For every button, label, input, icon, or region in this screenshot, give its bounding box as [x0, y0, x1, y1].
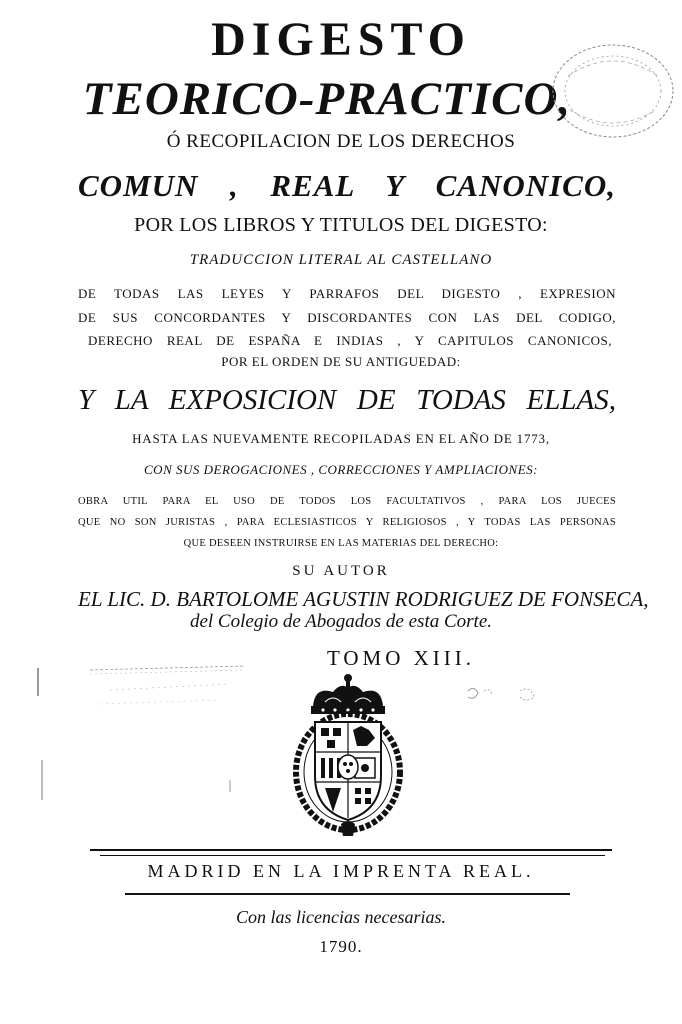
audience-line-3: QUE DESEEN INSTRUIRSE EN LAS MATERIAS DEL DERECHO:	[183, 538, 499, 549]
description-line-4: POR EL ORDEN DE SU ANTIGUEDAD:	[221, 354, 461, 369]
title-digesto: DIGESTO	[211, 13, 471, 66]
licence-rule	[125, 893, 570, 895]
imprint-licences: Con las licencias necesarias.	[236, 907, 446, 927]
audience-line-2: QUE NO SON JURISTAS , PARA ECLESIASTICOS Y RELIGIOSOS , Y TODAS LAS PERSONAS	[78, 517, 616, 528]
author-heading: SU AUTOR	[292, 563, 390, 579]
subtitle-recopilacion: Ó RECOPILACION DE LOS DERECHOS	[166, 131, 516, 152]
author-affiliation: del Colegio de Abogados de esta Corte.	[189, 611, 493, 632]
subtitle-exposicion: Y LA EXPOSICION DE TODAS ELLAS,	[78, 384, 616, 416]
imprint-rule-thin	[100, 855, 605, 856]
stamp-trace-icon	[30, 660, 250, 810]
subtitle-por-los-libros: POR LOS LIBROS Y TITULOS DEL DIGESTO:	[134, 214, 548, 236]
author-name: EL LIC. D. BARTOLOME AGUSTIN RODRIGUEZ DE FONSECA,	[78, 587, 649, 611]
imprint-year: 1790.	[319, 937, 363, 956]
library-stamp-icon	[548, 36, 678, 146]
description-hasta-1773: HASTA LAS NUEVAMENTE RECOPILADAS EN EL AÑO DE 1773,	[132, 431, 550, 446]
subtitle-comun-real-canonico: COMUN , REAL Y CANONICO,	[78, 168, 616, 203]
description-derogaciones: CON SUS DEROGACIONES , CORRECCIONES Y AMPLIACIONES:	[144, 462, 538, 477]
description-line-3: DERECHO REAL DE ESPAÑA E INDIAS , Y CAPITULOS CANONICOS,	[88, 333, 612, 348]
imprint-rule-thick	[90, 849, 612, 851]
description-line-1: DE TODAS LAS LEYES Y PARRAFOS DEL DIGESTO , EXPRESION	[78, 286, 616, 301]
royal-coat-of-arms-icon	[285, 672, 411, 840]
description-line-2: DE SUS CONCORDANTES Y DISCORDANTES CON LAS DEL CODIGO,	[78, 310, 616, 325]
subtitle-traduccion: TRADUCCION LITERAL AL CASTELLANO	[189, 252, 493, 268]
stamp-trace-right-icon	[460, 683, 550, 713]
imprint-place: MADRID EN LA IMPRENTA REAL.	[147, 861, 535, 881]
volume-number: TOMO XIII.	[326, 646, 476, 670]
title-teorico-practico: TEORICO-PRACTICO,	[82, 73, 572, 125]
audience-line-1: OBRA UTIL PARA EL USO DE TODOS LOS FACULTATIVOS , PARA LOS JUECES	[78, 496, 616, 507]
